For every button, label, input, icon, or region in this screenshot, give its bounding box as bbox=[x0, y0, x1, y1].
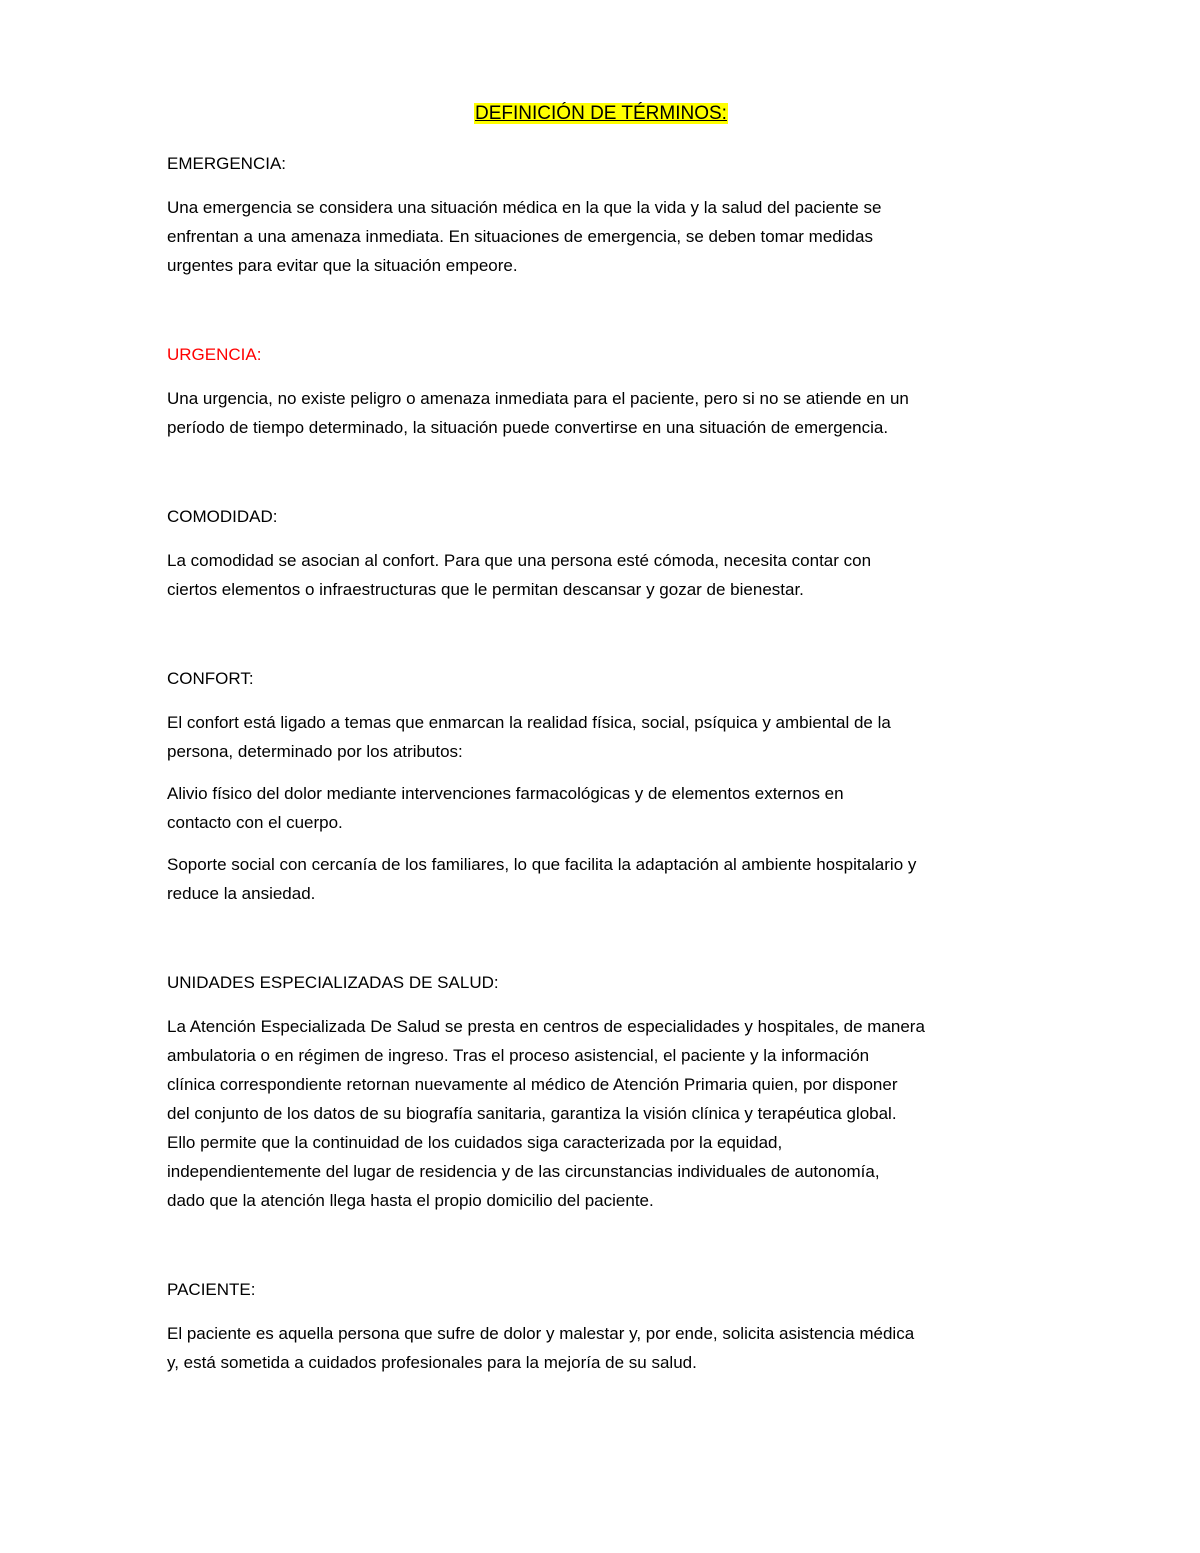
paragraph-line: El paciente es aquella persona que sufre de dolor y malestar y, por ende, solicita asistencia médica bbox=[167, 1324, 915, 1343]
definitions-list bbox=[167, 150, 1047, 1377]
paragraph-line: persona, determinado por los atributos: bbox=[167, 742, 463, 761]
term-heading: EMERGENCIA: bbox=[167, 154, 287, 173]
definition-paragraph bbox=[167, 384, 1047, 442]
definition-paragraph bbox=[167, 546, 1047, 604]
paragraph-line: ambulatoria o en régimen de ingreso. Tras el proceso asistencial, el paciente y la información bbox=[167, 1046, 870, 1065]
paragraph-line: contacto con el cuerpo. bbox=[167, 813, 343, 832]
definition-paragraph bbox=[167, 850, 1047, 908]
definition-paragraph bbox=[167, 779, 1047, 837]
definition-paragraph bbox=[167, 1012, 1047, 1215]
section-spacer bbox=[167, 293, 1047, 341]
paragraph-line: reduce la ansiedad. bbox=[167, 884, 316, 903]
paragraph-line: Alivio físico del dolor mediante intervenciones farmacológicas y de elementos externos en bbox=[167, 784, 844, 803]
definition-paragraph bbox=[167, 708, 1047, 766]
paragraph-line: enfrentan a una amenaza inmediata. En situaciones de emergencia, se deben tomar medidas bbox=[167, 227, 873, 246]
document-body bbox=[167, 100, 1047, 1390]
section-spacer bbox=[167, 617, 1047, 665]
definition-section bbox=[167, 665, 1047, 908]
definition-section bbox=[167, 341, 1047, 442]
term-heading: CONFORT: bbox=[167, 669, 254, 688]
term-heading: COMODIDAD: bbox=[167, 507, 278, 526]
term-heading: PACIENTE: bbox=[167, 1280, 256, 1299]
term-heading: UNIDADES ESPECIALIZADAS DE SALUD: bbox=[167, 973, 499, 992]
paragraph-line: clínica correspondiente retornan nuevamente al médico de Atención Primaria quien, por disponer bbox=[167, 1075, 898, 1094]
paragraph-line: período de tiempo determinado, la situación puede convertirse en una situación de emergencia. bbox=[167, 418, 889, 437]
paragraph-line: Una emergencia se considera una situación médica en la que la vida y la salud del paciente se bbox=[167, 198, 882, 217]
definition-paragraph bbox=[167, 193, 1047, 280]
paragraph-line: El confort está ligado a temas que enmarcan la realidad física, social, psíquica y ambiental de la bbox=[167, 713, 891, 732]
section-spacer bbox=[167, 455, 1047, 503]
definition-paragraph bbox=[167, 1319, 1047, 1377]
section-spacer bbox=[167, 1228, 1047, 1276]
paragraph-line: urgentes para evitar que la situación empeore. bbox=[167, 256, 518, 275]
definition-section bbox=[167, 969, 1047, 1215]
definition-section bbox=[167, 503, 1047, 604]
paragraph-line: ciertos elementos o infraestructuras que le permitan descansar y gozar de bienestar. bbox=[167, 580, 804, 599]
paragraph-line: y, está sometida a cuidados profesionales para la mejoría de su salud. bbox=[167, 1353, 697, 1372]
paragraph-line: Soporte social con cercanía de los familiares, lo que facilita la adaptación al ambiente hospitalario y bbox=[167, 855, 917, 874]
paragraph-line: Una urgencia, no existe peligro o amenaza inmediata para el paciente, pero si no se atiende en un bbox=[167, 389, 909, 408]
document-title bbox=[167, 100, 1035, 128]
definition-section bbox=[167, 1276, 1047, 1377]
title-text: DEFINICIÓN DE TÉRMINOS: bbox=[475, 103, 727, 124]
paragraph-line: Ello permite que la continuidad de los cuidados siga caracterizada por la equidad, bbox=[167, 1133, 783, 1152]
paragraph-line: dado que la atención llega hasta el propio domicilio del paciente. bbox=[167, 1191, 654, 1210]
term-heading: URGENCIA: bbox=[167, 345, 262, 364]
section-spacer bbox=[167, 921, 1047, 969]
paragraph-line: La Atención Especializada De Salud se presta en centros de especialidades y hospitales, de manera bbox=[167, 1017, 925, 1036]
definition-section bbox=[167, 150, 1047, 280]
paragraph-line: independientemente del lugar de residencia y de las circunstancias individuales de autonomía, bbox=[167, 1162, 880, 1181]
paragraph-line: La comodidad se asocian al confort. Para que una persona esté cómoda, necesita contar con bbox=[167, 551, 872, 570]
paragraph-line: del conjunto de los datos de su biografía sanitaria, garantiza la visión clínica y terapéutica global. bbox=[167, 1104, 897, 1123]
